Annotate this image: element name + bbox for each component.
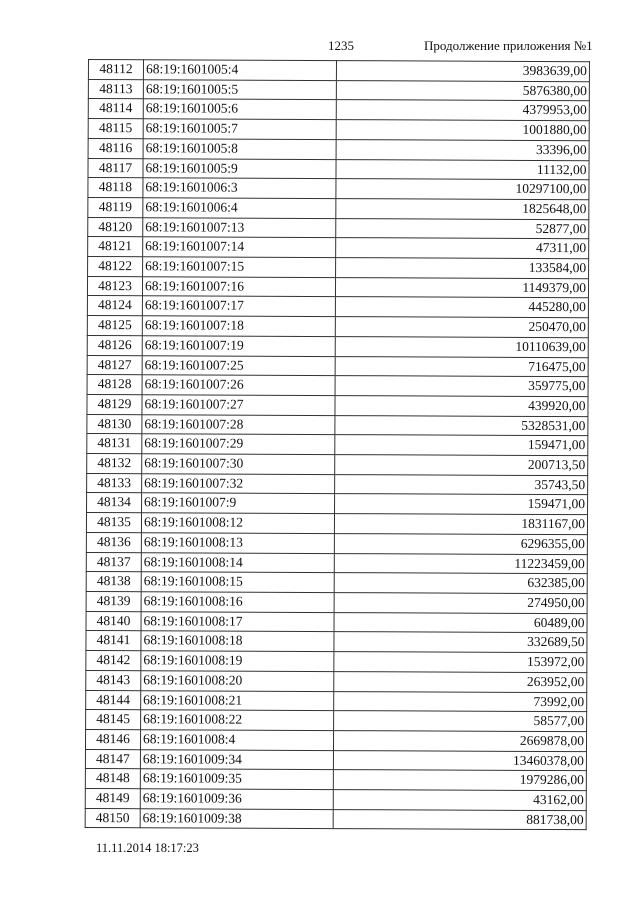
table-row xyxy=(86,651,587,673)
page-number: 1235 xyxy=(328,38,354,53)
row-number: 48132 xyxy=(87,454,142,474)
cadastral-number: 68:19:1601005:8 xyxy=(143,139,336,160)
cadastral-number: 68:19:1601007:26 xyxy=(142,375,335,396)
cadastral-value: 11223459,00 xyxy=(334,553,587,574)
cadastral-number: 68:19:1601009:35 xyxy=(140,769,333,790)
cadastral-number: 68:19:1601009:34 xyxy=(140,749,333,770)
cadastral-number: 68:19:1601006:3 xyxy=(143,178,336,199)
row-number: 48118 xyxy=(88,178,143,198)
row-number: 48124 xyxy=(87,296,142,316)
cadastral-value: 5328531,00 xyxy=(335,415,588,436)
row-number: 48126 xyxy=(87,335,142,355)
registry-table xyxy=(85,59,590,831)
cadastral-value: 11132,00 xyxy=(336,159,589,180)
cadastral-number: 68:19:1601007:17 xyxy=(142,296,335,317)
cadastral-value: 2669878,00 xyxy=(333,730,586,751)
table-row xyxy=(88,99,589,121)
table-row xyxy=(86,552,587,574)
row-number: 48143 xyxy=(86,670,141,690)
table-row xyxy=(86,572,587,594)
cadastral-number: 68:19:1601007:19 xyxy=(142,336,335,357)
table-row xyxy=(86,532,587,554)
row-number: 48113 xyxy=(88,79,143,99)
cadastral-value: 1001880,00 xyxy=(336,120,589,141)
row-number: 48122 xyxy=(88,257,143,277)
cadastral-value: 33396,00 xyxy=(336,139,589,160)
table-row xyxy=(88,119,589,141)
table-row xyxy=(87,493,588,515)
cadastral-value: 1149379,00 xyxy=(335,277,588,298)
row-number: 48146 xyxy=(85,729,140,749)
table-row xyxy=(88,217,589,239)
cadastral-value: 10110639,00 xyxy=(335,336,588,357)
cadastral-value: 332689,50 xyxy=(334,632,587,653)
table-row xyxy=(87,473,588,495)
table-row xyxy=(85,789,586,811)
cadastral-number: 68:19:1601005:6 xyxy=(143,99,336,120)
table-row xyxy=(87,355,588,377)
cadastral-number: 68:19:1601009:36 xyxy=(140,789,333,810)
cadastral-value: 263952,00 xyxy=(334,671,587,692)
cadastral-number: 68:19:1601005:7 xyxy=(143,119,336,140)
cadastral-value: 35743,50 xyxy=(335,474,588,495)
row-number: 48112 xyxy=(88,60,143,80)
table-row xyxy=(85,808,586,830)
row-number: 48114 xyxy=(88,99,143,119)
cadastral-number: 68:19:1601008:16 xyxy=(141,592,334,613)
row-number: 48115 xyxy=(88,119,143,139)
cadastral-value: 10297100,00 xyxy=(336,179,589,200)
table-row xyxy=(87,296,588,318)
footer-timestamp: 11.11.2014 18:17:23 xyxy=(96,841,199,855)
table-body xyxy=(85,60,589,831)
table-row xyxy=(85,729,586,751)
cadastral-number: 68:19:1601008:22 xyxy=(141,710,334,731)
table-row xyxy=(86,591,587,613)
cadastral-value: 716475,00 xyxy=(335,356,588,377)
cadastral-number: 68:19:1601005:4 xyxy=(143,60,336,81)
cadastral-value: 6296355,00 xyxy=(334,533,587,554)
cadastral-number: 68:19:1601008:18 xyxy=(141,631,334,652)
table-row xyxy=(87,276,588,298)
cadastral-number: 68:19:1601007:13 xyxy=(143,217,336,238)
cadastral-value: 52877,00 xyxy=(336,218,589,239)
row-number: 48142 xyxy=(86,651,141,671)
table-row xyxy=(87,316,588,338)
row-number: 48119 xyxy=(88,197,143,217)
cadastral-value: 60489,00 xyxy=(334,612,587,633)
cadastral-number: 68:19:1601007:18 xyxy=(142,316,335,337)
table-row xyxy=(87,394,588,416)
table-row xyxy=(85,769,586,791)
row-number: 48130 xyxy=(87,414,142,434)
cadastral-value: 5876380,00 xyxy=(336,80,589,101)
cadastral-number: 68:19:1601009:38 xyxy=(140,808,333,829)
row-number: 48121 xyxy=(88,237,143,257)
cadastral-value: 13460378,00 xyxy=(333,750,586,771)
table-row xyxy=(88,257,589,279)
row-number: 48149 xyxy=(85,789,140,809)
row-number: 48140 xyxy=(86,611,141,631)
table-row xyxy=(86,611,587,633)
cadastral-value: 159471,00 xyxy=(335,494,588,515)
table-row xyxy=(86,670,587,692)
cadastral-value: 47311,00 xyxy=(336,238,589,259)
row-number: 48138 xyxy=(86,572,141,592)
cadastral-number: 68:19:1601005:9 xyxy=(143,158,336,179)
cadastral-value: 1831167,00 xyxy=(334,514,587,535)
table-row xyxy=(87,375,588,397)
table-row xyxy=(86,513,587,535)
cadastral-number: 68:19:1601005:5 xyxy=(143,79,336,100)
cadastral-number: 68:19:1601007:30 xyxy=(142,454,335,475)
table-row xyxy=(88,158,589,180)
cadastral-number: 68:19:1601007:28 xyxy=(142,414,335,435)
cadastral-value: 881738,00 xyxy=(333,809,586,830)
table-row xyxy=(87,414,588,436)
row-number: 48131 xyxy=(87,434,142,454)
table-row xyxy=(86,710,587,732)
cadastral-number: 68:19:1601007:29 xyxy=(142,434,335,455)
cadastral-value: 58577,00 xyxy=(334,711,587,732)
row-number: 48136 xyxy=(86,532,141,552)
cadastral-value: 359775,00 xyxy=(335,376,588,397)
cadastral-number: 68:19:1601007:16 xyxy=(142,276,335,297)
row-number: 48139 xyxy=(86,591,141,611)
table-row xyxy=(88,79,589,101)
table-row xyxy=(88,178,589,200)
cadastral-value: 200713,50 xyxy=(335,455,588,476)
table-row xyxy=(88,197,589,219)
cadastral-value: 632385,00 xyxy=(334,573,587,594)
cadastral-number: 68:19:1601008:17 xyxy=(141,611,334,632)
table-row xyxy=(88,138,589,160)
row-number: 48141 xyxy=(86,631,141,651)
table-row xyxy=(86,690,587,712)
row-number: 48137 xyxy=(86,552,141,572)
row-number: 48145 xyxy=(86,710,141,730)
cadastral-value: 4379953,00 xyxy=(336,100,589,121)
cadastral-number: 68:19:1601008:4 xyxy=(140,730,333,751)
cadastral-value: 250470,00 xyxy=(335,317,588,338)
table-row xyxy=(88,60,589,82)
row-number: 48147 xyxy=(85,749,140,769)
cadastral-value: 133584,00 xyxy=(336,258,589,279)
row-number: 48135 xyxy=(86,513,141,533)
row-number: 48125 xyxy=(87,316,142,336)
table-row xyxy=(86,631,587,653)
cadastral-number: 68:19:1601007:9 xyxy=(142,493,335,514)
cadastral-number: 68:19:1601008:12 xyxy=(141,513,334,534)
cadastral-value: 73992,00 xyxy=(334,691,587,712)
table-row xyxy=(88,237,589,259)
cadastral-number: 68:19:1601007:25 xyxy=(142,355,335,376)
table-row xyxy=(85,749,586,771)
table-row xyxy=(87,335,588,357)
cadastral-value: 153972,00 xyxy=(334,652,587,673)
row-number: 48117 xyxy=(88,158,143,178)
cadastral-number: 68:19:1601007:15 xyxy=(143,257,336,278)
cadastral-value: 1825648,00 xyxy=(336,199,589,220)
cadastral-value: 439920,00 xyxy=(335,396,588,417)
cadastral-number: 68:19:1601007:14 xyxy=(143,237,336,258)
row-number: 48127 xyxy=(87,355,142,375)
cadastral-number: 68:19:1601007:32 xyxy=(142,474,335,495)
cadastral-number: 68:19:1601008:19 xyxy=(141,651,334,672)
row-number: 48148 xyxy=(85,769,140,789)
cadastral-value: 445280,00 xyxy=(335,297,588,318)
row-number: 48133 xyxy=(87,473,142,493)
row-number: 48120 xyxy=(88,217,143,237)
cadastral-value: 1979286,00 xyxy=(333,770,586,791)
cadastral-number: 68:19:1601008:15 xyxy=(141,572,334,593)
cadastral-number: 68:19:1601008:14 xyxy=(141,552,334,573)
table-row xyxy=(87,434,588,456)
row-number: 48134 xyxy=(87,493,142,513)
row-number: 48123 xyxy=(87,276,142,296)
cadastral-value: 43162,00 xyxy=(333,790,586,811)
continuation-title: Продолжение приложения №1 xyxy=(424,38,593,53)
cadastral-number: 68:19:1601008:20 xyxy=(141,671,334,692)
table-row xyxy=(87,454,588,476)
row-number: 48128 xyxy=(87,375,142,395)
row-number: 48144 xyxy=(86,690,141,710)
row-number: 48150 xyxy=(85,808,140,828)
cadastral-value: 3983639,00 xyxy=(336,61,589,82)
cadastral-value: 274950,00 xyxy=(334,593,587,614)
cadastral-number: 68:19:1601008:21 xyxy=(141,690,334,711)
row-number: 48116 xyxy=(88,138,143,158)
cadastral-number: 68:19:1601006:4 xyxy=(143,198,336,219)
cadastral-number: 68:19:1601008:13 xyxy=(141,533,334,554)
row-number: 48129 xyxy=(87,394,142,414)
cadastral-number: 68:19:1601007:27 xyxy=(142,395,335,416)
cadastral-value: 159471,00 xyxy=(335,435,588,456)
